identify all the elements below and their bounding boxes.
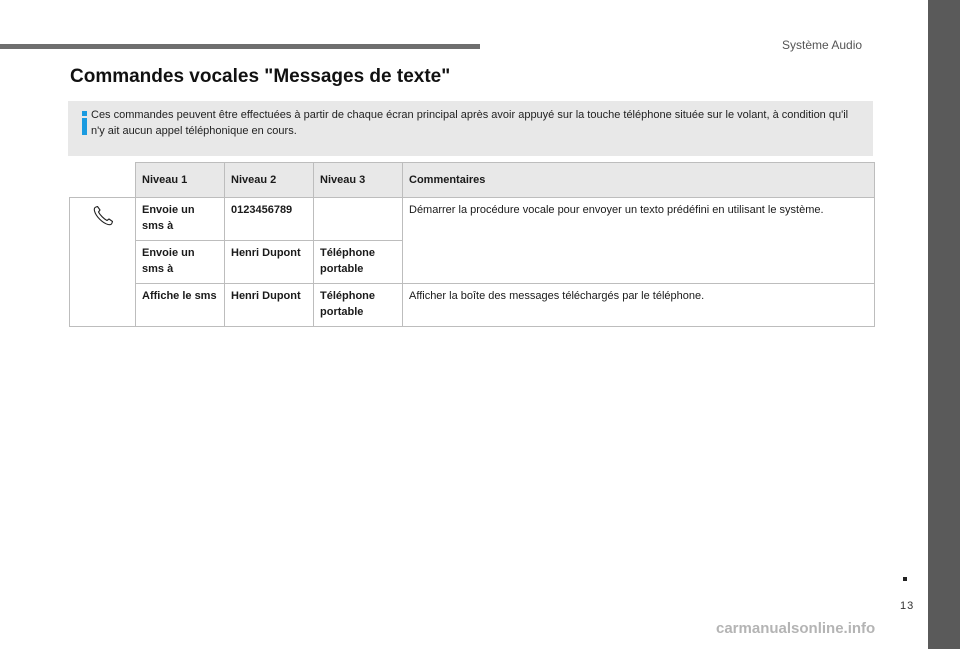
side-strip: [928, 0, 960, 649]
watermark: carmanualsonline.info: [716, 620, 876, 637]
table-row: [70, 198, 875, 241]
level2-cell: Henri Dupont: [225, 241, 314, 284]
comment-cell: Afficher la boîte des messages téléchargés par le téléphone.: [403, 284, 875, 327]
header-level-1: Niveau 1: [136, 163, 225, 198]
row-icon-cell: [70, 198, 136, 327]
table-header-row: [70, 163, 875, 198]
level2-cell: Henri Dupont: [225, 284, 314, 327]
level3-cell: Téléphone portable: [314, 284, 403, 327]
page-title: Commandes vocales "Messages de texte": [70, 66, 451, 87]
info-box: [68, 101, 873, 156]
header-rule: [0, 44, 480, 49]
page-number: 13: [900, 600, 915, 612]
section-label: Système Audio: [782, 38, 863, 52]
page-marker: [903, 577, 907, 581]
voice-commands-table: [69, 162, 875, 327]
header-level-3: Niveau 3: [314, 163, 403, 198]
info-text: Ces commandes peuvent être effectuées à partir de chaque écran principal après avoir appuyé sur la touche téléphone située sur le volant, à condition qu'il n'y ait aucun appel téléphonique en cours.: [91, 109, 849, 137]
table-row: [70, 284, 875, 327]
level2-cell: 0123456789: [225, 198, 314, 241]
phone-icon: [91, 204, 115, 228]
comment-cell: Démarrer la procédure vocale pour envoyer un texto prédéfini en utilisant le système.: [403, 198, 875, 284]
header-level-2: Niveau 2: [225, 163, 314, 198]
level1-cell: Envoie un sms à: [136, 241, 225, 284]
level3-cell: [314, 198, 403, 241]
header-comments: Commentaires: [403, 163, 875, 198]
level1-cell: Envoie un sms à: [136, 198, 225, 241]
table-header-blank: [70, 163, 136, 198]
level3-cell: Téléphone portable: [314, 241, 403, 284]
level1-cell: Affiche le sms: [136, 284, 225, 327]
